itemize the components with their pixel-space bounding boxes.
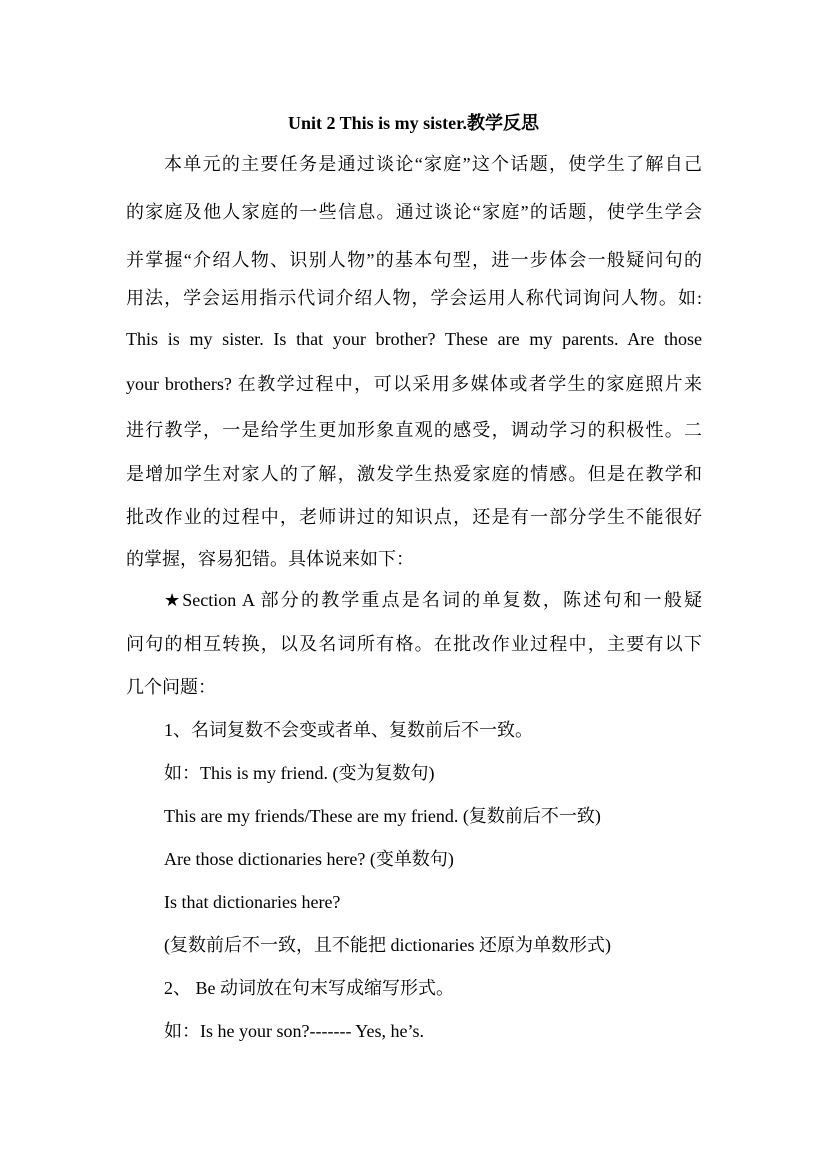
paragraph-line: 的家庭及他人家庭的一些信息。通过谈论“家庭”的话题，使学生学会 [126, 202, 702, 222]
paragraph-line: 本单元的主要任务是通过谈论“家庭”这个话题，使学生了解自己 [164, 154, 702, 174]
paragraph-line: 的掌握，容易犯错。具体说来如下： [126, 549, 414, 569]
example-line: 如：This is my friend. (变为复数句) [164, 763, 435, 783]
paragraph-line: 问句的相互转换，以及名词所有格。在批改作业过程中，主要有以下 [126, 634, 702, 654]
example-line: Are those dictionaries here? (变单数句) [164, 849, 454, 869]
paragraph-line: 进行教学，一是给学生更加形象直观的感受，调动学习的积极性。二 [126, 420, 702, 440]
paragraph-line: your brothers? 在教学过程中，可以采用多媒体或者学生的家庭照片来 [126, 374, 702, 394]
paragraph-line: 几个问题： [126, 677, 216, 697]
paragraph-line: ★Section A 部分的教学重点是名词的单复数，陈述句和一般疑 [164, 590, 702, 610]
example-line: Is that dictionaries here? [164, 892, 341, 912]
example-line: 如：Is he your son?------- Yes, he’s. [164, 1021, 424, 1041]
example-line: (复数前后不一致，且不能把 dictionaries 还原为单数形式) [164, 935, 611, 955]
list-item: 1、名词复数不会变或者单、复数前后不一致。 [164, 720, 533, 740]
paragraph-line: 并掌握“介绍人物、识别人物”的基本句型，进一步体会一般疑问句的 [126, 250, 702, 270]
paragraph-line: 用法，学会运用指示代词介绍人物，学会运用人称代词询问人物。如: [126, 288, 702, 308]
paragraph-line: 批改作业的过程中，老师讲过的知识点，还是有一部分学生不能很好 [126, 507, 702, 527]
list-item: 2、 Be 动词放在句末写成缩写形式。 [164, 978, 454, 998]
paragraph-line: This is my sister. Is that your brother? These are my parents. Are those [126, 329, 702, 349]
document-title: Unit 2 This is my sister.教学反思 [287, 113, 540, 133]
paragraph-line: 是增加学生对家人的了解，激发学生热爱家庭的情感。但是在教学和 [126, 464, 702, 484]
example-line: This are my friends/These are my friend. (复数前后不一致) [164, 806, 601, 826]
